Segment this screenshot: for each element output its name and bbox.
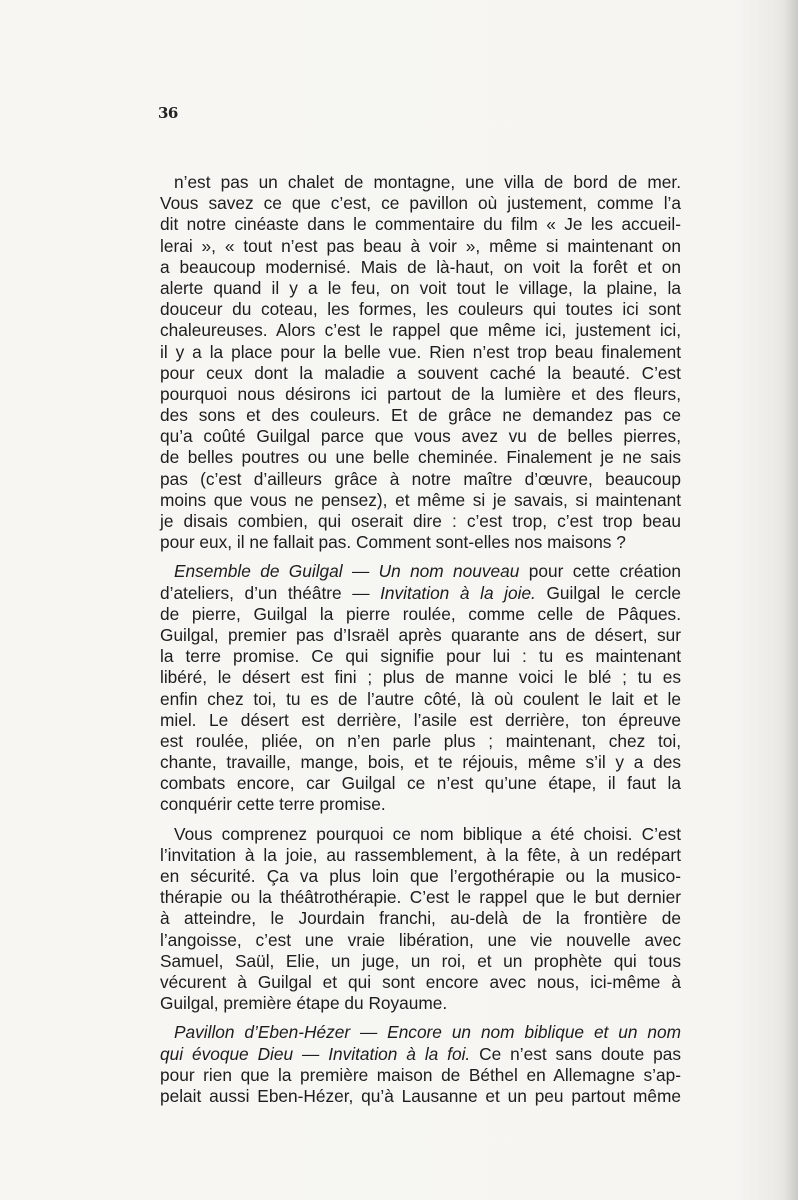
text-line: [160, 951, 681, 972]
text-span: vécurent à Guilgal et qui sont encore avec nous, ici-même à: [160, 971, 681, 992]
text-span: a beaucoup modernisé. Mais de là-haut, on voit la forêt et on: [160, 256, 681, 277]
text-span: l’invitation à la joie, au rassemblement, à la fête, à un redépart: [160, 844, 681, 865]
text-span: Guilgal le cercle: [535, 582, 681, 603]
text-line: [160, 689, 681, 710]
text-span: n’est pas un chalet de montagne, une villa de bord de mer.: [174, 172, 681, 192]
text-line: [160, 172, 681, 193]
text-line: [160, 257, 681, 278]
text-line: [160, 824, 681, 845]
page-edge-shadow: [784, 0, 798, 1200]
text-span: alerte quand il y a le feu, on voit tout le village, la plaine, la: [160, 277, 681, 298]
text-line: [160, 646, 681, 667]
text-line: [160, 1044, 681, 1065]
text-line: [160, 384, 681, 405]
text-line: [160, 908, 681, 929]
text-span: Ce n’est sans doute pas: [470, 1043, 681, 1064]
text-span: enfin chez toi, tu es de l’autre côté, là où coulent le lait et le: [160, 688, 681, 709]
text-line: [160, 193, 681, 214]
text-span: est roulée, pliée, on n’en parle plus ; maintenant, chez toi,: [160, 730, 681, 751]
text-span: de pierre, Guilgal la pierre roulée, comme celle de Pâques.: [160, 603, 681, 624]
text-line: [160, 511, 681, 532]
text-span: Guilgal, première étape du Royaume.: [160, 993, 448, 1014]
text-line: [160, 972, 681, 993]
text-line: [160, 930, 681, 951]
text-line: [160, 1022, 681, 1043]
text-line: [160, 993, 681, 1014]
text-span: Vous savez ce que c’est, ce pavillon où justement, comme l’a: [160, 193, 681, 214]
text-line: [160, 320, 681, 341]
text-span: la terre promise. Ce qui signifie pour lui : tu es maintenant: [160, 646, 681, 667]
page-number: 36: [158, 104, 178, 122]
text-line: [160, 583, 681, 604]
text-line: [160, 773, 681, 794]
text-line: [160, 845, 681, 866]
text-span: pour ceux dont la maladie a souvent caché la beauté. C’est: [160, 362, 681, 383]
paragraph: [160, 1022, 681, 1107]
paragraph: [160, 561, 681, 815]
text-line: [160, 363, 681, 384]
italic-text-span: Pavillon d’Eben-Hézer — Encore un nom biblique et un nom: [174, 1022, 681, 1043]
paragraph: [160, 824, 681, 1015]
text-line: [160, 447, 681, 468]
text-line: [160, 710, 681, 731]
text-span: dit notre cinéaste dans le commentaire du film « Je les accueil-: [160, 214, 681, 235]
paragraph: [160, 172, 681, 553]
text-span: de belles poutres ou une belle cheminée. Finalement je ne sais: [160, 447, 681, 468]
italic-text-span: Ensemble de Guilgal — Un nom nouveau: [174, 561, 520, 582]
text-span: des sons et des couleurs. Et de grâce ne demandez pas ce: [160, 405, 681, 426]
text-line: [160, 532, 681, 553]
text-span: qu’a coûté Guilgal parce que vous avez vu de belles pierres,: [160, 426, 681, 447]
text-span: pour eux, il ne fallait pas. Comment sont-elles nos maisons ?: [160, 532, 626, 553]
italic-text-span: qui évoque Dieu — Invitation à la foi.: [160, 1043, 471, 1064]
text-line: [160, 604, 681, 625]
text-line: [160, 561, 681, 582]
body-text: [160, 172, 681, 1107]
text-line: [160, 794, 681, 815]
text-span: pas (c’est d’ailleurs grâce à notre maître d’œuvre, beaucoup: [160, 468, 681, 489]
text-span: douceur du coteau, les formes, les couleurs qui toutes ici sont: [160, 299, 681, 320]
text-span: Vous comprenez pourquoi ce nom biblique a été choisi. C’est: [174, 823, 681, 844]
text-span: conquérir cette terre promise.: [160, 794, 386, 815]
text-span: moins que vous ne pensez), et même si je savais, si maintenant: [160, 489, 681, 510]
text-line: [160, 731, 681, 752]
text-line: [160, 278, 681, 299]
text-span: lerai », « tout n’est pas beau à voir », même si maintenant on: [160, 235, 681, 256]
italic-text-span: Invitation à la joie.: [380, 582, 536, 603]
text-span: chaleureuses. Alors c’est le rappel que même ici, justement ici,: [160, 320, 681, 341]
text-span: d’ateliers, d’un théâtre —: [160, 582, 381, 603]
text-span: pour rien que la première maison de Béthel en Allemagne s’ap-: [160, 1064, 681, 1085]
text-span: en sécurité. Ça va plus loin que l’ergothérapie ou la musico-: [160, 866, 681, 886]
text-line: [160, 887, 681, 908]
text-span: pelait aussi Eben-Hézer, qu’à Lausanne et un peu partout même: [160, 1085, 681, 1106]
text-span: Samuel, Saül, Elie, un juge, un roi, et un prophète qui tous: [160, 950, 681, 971]
text-span: je disais combien, qui oserait dire : c’est trop, c’est trop beau: [160, 511, 681, 531]
text-span: l’angoisse, c’est une vraie libération, une vie nouvelle avec: [160, 929, 681, 950]
text-span: pourquoi nous désirons ici partout de la lumière et des fleurs,: [160, 383, 681, 404]
text-line: [160, 236, 681, 257]
text-line: [160, 1065, 681, 1086]
text-line: [160, 490, 681, 511]
text-span: à atteindre, le Jourdain franchi, au-delà de la frontière de: [160, 908, 681, 929]
text-span: thérapie ou la théâtrothérapie. C’est le rappel que le but dernier: [160, 887, 681, 908]
text-line: [160, 1086, 681, 1107]
text-span: il y a la place pour la belle vue. Rien n’est trop beau finalement: [160, 341, 681, 362]
text-line: [160, 667, 681, 688]
text-line: [160, 342, 681, 363]
text-span: combats encore, car Guilgal ce n’est qu’une étape, il faut la: [160, 773, 681, 794]
text-span: Guilgal, premier pas d’Israël après quarante ans de désert, sur: [160, 624, 681, 645]
text-line: [160, 426, 681, 447]
text-line: [160, 752, 681, 773]
text-line: [160, 866, 681, 887]
text-line: [160, 299, 681, 320]
text-line: [160, 469, 681, 490]
text-line: [160, 625, 681, 646]
text-line: [160, 405, 681, 426]
text-line: [160, 214, 681, 235]
text-span: libéré, le désert est fini ; plus de manne voici le blé ; tu es: [160, 667, 681, 688]
text-span: chante, travaille, mange, bois, et te réjouis, même s’il y a des: [160, 752, 681, 773]
text-span: pour cette création: [519, 561, 682, 582]
text-span: miel. Le désert est derrière, l’asile est derrière, ton épreuve: [160, 709, 681, 730]
